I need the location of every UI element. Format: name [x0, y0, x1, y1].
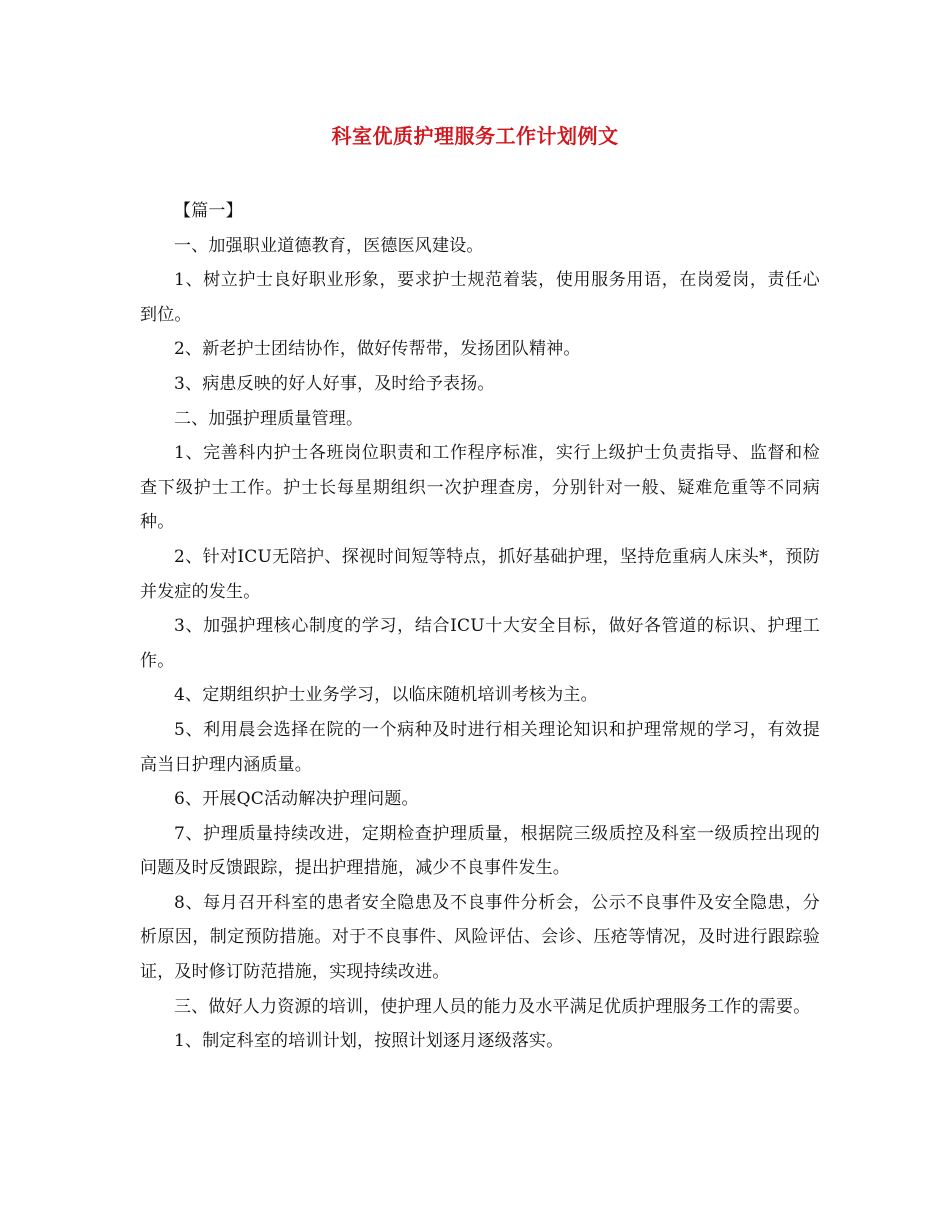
- paragraph: 2、针对ICU无陪护、探视时间短等特点，抓好基础护理，坚持危重病人床头*，预防并发症的发生。: [140, 546, 820, 602]
- paragraph: 1、完善科内护士各班岗位职责和工作程序标准，实行上级护士负责指导、监督和检查下级护士工作。护士长每星期组织一次护理查房，分别针对一般、疑难危重等不同病种。: [140, 443, 820, 533]
- paragraph: 5、利用晨会选择在院的一个病种及时进行相关理论知识和护理常规的学习，有效提高当日护理内涵质量。: [140, 719, 820, 775]
- paragraph: 4、定期组织护士业务学习，以临床随机培训考核为主。: [174, 685, 598, 706]
- paragraph: 3、病患反映的好人好事，及时给予表扬。: [174, 373, 495, 394]
- document-body: [140, 194, 820, 1059]
- paragraph: 3、加强护理核心制度的学习，结合ICU十大安全目标，做好各管道的标识、护理工作。: [140, 616, 820, 671]
- document-title: 科室优质护理服务工作计划例文: [331, 124, 619, 148]
- paragraph: 6、开展QC活动解决护理问题。: [174, 789, 419, 810]
- paragraph: 1、制定科室的培训计划，按照计划逐月逐级落实。: [174, 1031, 564, 1052]
- section-heading-3: 三、做好人力资源的培训，使护理人员的能力及水平满足优质护理服务工作的需要。: [174, 996, 811, 1017]
- paragraph: 2、新老护士团结协作，做好传帮带，发扬团队精神。: [174, 339, 581, 360]
- section-heading-pian-yi: 【篇一】: [174, 201, 243, 221]
- paragraph: 7、护理质量持续改进，定期检查护理质量，根据院三级质控及科室一级质控出现的问题及时反馈跟踪，提出护理措施，减少不良事件发生。: [140, 823, 820, 879]
- section-heading-2: 二、加强护理质量管理。: [174, 408, 364, 429]
- paragraph: 8、每月召开科室的患者安全隐患及不良事件分析会，公示不良事件及安全隐患，分析原因，制定预防措施。对于不良事件、风险评估、会诊、压疮等情况，及时进行跟踪验证，及时修订防范措施，实现持续改进。: [140, 892, 820, 983]
- paragraph: 1、树立护士良好职业形象，要求护士规范着装，使用服务用语，在岗爱岗，责任心到位。: [140, 270, 820, 325]
- section-heading-1: 一、加强职业道德教育，医德医风建设。: [174, 235, 484, 256]
